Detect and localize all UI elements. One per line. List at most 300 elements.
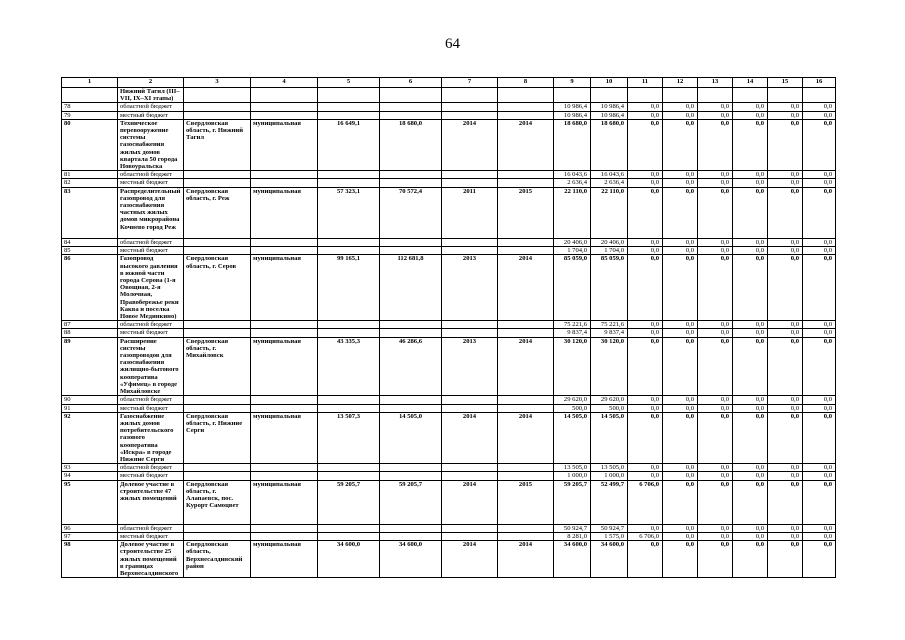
table-cell: 18 680,0 (380, 119, 442, 170)
table-cell: 89 (62, 337, 118, 396)
table-row-budget (62, 179, 836, 187)
table-cell: 2 636,4 (554, 179, 591, 187)
table-cell: 20 406,0 (591, 239, 628, 247)
table-cell: 2 636,4 (591, 179, 628, 187)
table-cell: 2013 (442, 337, 498, 396)
table-cell: 6 706,0 (628, 532, 663, 540)
table-cell (318, 329, 380, 337)
table-cell: 98 (62, 541, 118, 578)
table-cell: областной бюджет (118, 239, 184, 247)
table-cell: 79 (62, 111, 118, 119)
table-cell: 0,0 (628, 329, 663, 337)
table-cell (442, 532, 498, 540)
table-cell (380, 321, 442, 329)
table-cell (498, 321, 554, 329)
table-cell: 2014 (498, 541, 554, 578)
table-cell (318, 524, 380, 532)
table-cell (442, 524, 498, 532)
table-cell: 85 (62, 247, 118, 255)
table-cell (251, 396, 318, 404)
table-cell: 0,0 (733, 239, 768, 247)
table-cell: 0,0 (768, 396, 803, 404)
table-cell: 0,0 (803, 524, 836, 532)
table-cell: 0,0 (803, 247, 836, 255)
table-cell: 96 (62, 524, 118, 532)
table-cell (628, 88, 663, 103)
table-cell: 81 (62, 171, 118, 179)
table-cell (251, 103, 318, 111)
table-cell (184, 321, 251, 329)
table-cell: 0,0 (628, 179, 663, 187)
table-cell: 0,0 (733, 464, 768, 472)
table-cell (442, 171, 498, 179)
table-cell: 0,0 (768, 247, 803, 255)
table-cell: 0,0 (663, 472, 698, 480)
table-cell: 2014 (442, 119, 498, 170)
table-cell: 88 (62, 329, 118, 337)
table-cell: 0,0 (628, 171, 663, 179)
table-cell (442, 321, 498, 329)
table-cell: 50 924,7 (591, 524, 628, 532)
table-row-budget (62, 321, 836, 329)
header-cell: 8 (498, 78, 554, 88)
table-cell: 0,0 (803, 171, 836, 179)
table-cell: 1 704,0 (591, 247, 628, 255)
header-row (62, 78, 836, 88)
table-cell: местный бюджет (118, 472, 184, 480)
table-cell: 0,0 (768, 255, 803, 321)
table-row-project (62, 119, 836, 170)
table-cell: областной бюджет (118, 464, 184, 472)
table-cell: 500,0 (591, 404, 628, 412)
table-row-project (62, 255, 836, 321)
header-cell: 13 (698, 78, 733, 88)
table-cell (442, 329, 498, 337)
table-cell: 9 837,4 (554, 329, 591, 337)
table-cell: 0,0 (733, 247, 768, 255)
table-cell: 0,0 (768, 532, 803, 540)
table-cell (498, 472, 554, 480)
table-cell: 87 (62, 321, 118, 329)
table-row-budget (62, 329, 836, 337)
table-cell: Газопровод высокого давления в южной части города Серова (1-я Овощная, 2-я Молочная, Правобережье реки Каква и поселка Новое Мединкино) (118, 255, 184, 321)
table-cell (380, 524, 442, 532)
table-cell (380, 239, 442, 247)
table-cell: 0,0 (733, 396, 768, 404)
table-cell: 22 110,0 (554, 187, 591, 238)
header-cell: 5 (318, 78, 380, 88)
table-cell: 0,0 (733, 321, 768, 329)
table-cell: 0,0 (803, 472, 836, 480)
table-cell: 86 (62, 255, 118, 321)
table-row-budget (62, 103, 836, 111)
table-cell: 0,0 (698, 239, 733, 247)
table-cell: 0,0 (628, 412, 663, 463)
table-cell: 0,0 (803, 255, 836, 321)
table-cell: 92 (62, 412, 118, 463)
table-cell (318, 321, 380, 329)
table-cell: 0,0 (628, 103, 663, 111)
table-cell (442, 404, 498, 412)
table-cell (251, 464, 318, 472)
table-cell (184, 179, 251, 187)
table-cell: 0,0 (733, 412, 768, 463)
table-row-project (62, 412, 836, 463)
table-cell: 0,0 (733, 524, 768, 532)
table-row-budget (62, 111, 836, 119)
table-cell: 0,0 (733, 480, 768, 524)
table-cell: Долевое участие в строительстве 25 жилых помещений в границах Верхнесалдинского (118, 541, 184, 578)
table-cell: 16 043,6 (591, 171, 628, 179)
table-cell: 0,0 (733, 329, 768, 337)
table-cell: 0,0 (663, 480, 698, 524)
table-cell: 0,0 (698, 247, 733, 255)
table-cell: 22 110,0 (591, 187, 628, 238)
table-cell: 0,0 (698, 103, 733, 111)
table-cell: 29 620,0 (591, 396, 628, 404)
table-cell: 0,0 (803, 187, 836, 238)
table-cell: 2014 (442, 480, 498, 524)
table-cell: 0,0 (803, 480, 836, 524)
table-cell (318, 247, 380, 255)
table-cell (380, 532, 442, 540)
table-cell: 0,0 (768, 337, 803, 396)
table-cell: 0,0 (663, 111, 698, 119)
table-cell (318, 179, 380, 187)
table-cell: 85 059,0 (554, 255, 591, 321)
table-cell: местный бюджет (118, 532, 184, 540)
table-cell: 0,0 (698, 187, 733, 238)
table-cell (698, 88, 733, 103)
table-cell (184, 532, 251, 540)
table-cell (380, 329, 442, 337)
table-cell: 8 281,0 (554, 532, 591, 540)
table-cell: 18 680,0 (554, 119, 591, 170)
table-cell: 0,0 (663, 412, 698, 463)
table-cell: 94 (62, 472, 118, 480)
table-cell: муниципальная (251, 187, 318, 238)
table-cell: 0,0 (768, 464, 803, 472)
table-cell: 0,0 (803, 337, 836, 396)
table-cell: 13 505,0 (591, 464, 628, 472)
table-cell (380, 464, 442, 472)
header-cell: 1 (62, 78, 118, 88)
table-row-project (62, 541, 836, 578)
table-cell: областной бюджет (118, 171, 184, 179)
table-cell: областной бюджет (118, 396, 184, 404)
table-cell: 0,0 (663, 103, 698, 111)
table-cell: 1 000,0 (591, 472, 628, 480)
table-cell (442, 179, 498, 187)
table-cell: 0,0 (733, 103, 768, 111)
table-cell: 0,0 (733, 255, 768, 321)
table-cell: 0,0 (803, 103, 836, 111)
table-cell (251, 321, 318, 329)
table-cell: местный бюджет (118, 329, 184, 337)
table-cell: 0,0 (628, 247, 663, 255)
table-cell (318, 171, 380, 179)
table-cell (498, 103, 554, 111)
table-cell: 59 205,7 (554, 480, 591, 524)
table-cell: 0,0 (663, 187, 698, 238)
table-cell (442, 472, 498, 480)
table-cell (498, 329, 554, 337)
table-cell: 0,0 (803, 179, 836, 187)
table-cell: 46 286,6 (380, 337, 442, 396)
table-cell: 0,0 (663, 464, 698, 472)
table-cell: 0,0 (628, 187, 663, 238)
table-cell: 0,0 (768, 111, 803, 119)
table-cell: 93 (62, 464, 118, 472)
table-row-budget (62, 247, 836, 255)
table-cell: 0,0 (663, 396, 698, 404)
table-cell: 0,0 (698, 472, 733, 480)
table-cell (184, 171, 251, 179)
table-cell (318, 103, 380, 111)
table-cell (251, 247, 318, 255)
table-cell (251, 472, 318, 480)
table-cell (184, 88, 251, 103)
table-cell: 2014 (498, 337, 554, 396)
table-cell (442, 396, 498, 404)
header-cell: 9 (554, 78, 591, 88)
table-cell: 10 986,4 (554, 103, 591, 111)
header-cell: 7 (442, 78, 498, 88)
table-cell: 0,0 (803, 239, 836, 247)
table-cell: Свердловская область, г. Серов (184, 255, 251, 321)
table-cell: 1 704,0 (554, 247, 591, 255)
table-cell (498, 239, 554, 247)
table-cell: 2014 (498, 255, 554, 321)
table-cell: 0,0 (698, 321, 733, 329)
table-cell: муниципальная (251, 480, 318, 524)
header-cell: 11 (628, 78, 663, 88)
table-cell: 78 (62, 103, 118, 111)
table-cell (442, 88, 498, 103)
table-cell: 2015 (498, 187, 554, 238)
table-cell: 18 680,0 (591, 119, 628, 170)
table-cell: 34 600,0 (591, 541, 628, 578)
table-cell: 0,0 (663, 171, 698, 179)
table-cell: 0,0 (803, 329, 836, 337)
table-cell: 75 221,6 (591, 321, 628, 329)
table-cell: 20 406,0 (554, 239, 591, 247)
table-cell (380, 111, 442, 119)
table-cell: 2013 (442, 255, 498, 321)
header-cell: 6 (380, 78, 442, 88)
table-cell: 10 986,4 (591, 103, 628, 111)
table-cell: областной бюджет (118, 321, 184, 329)
table-cell: 0,0 (733, 541, 768, 578)
header-cell: 2 (118, 78, 184, 88)
table-cell: 1 575,0 (591, 532, 628, 540)
table-cell: 0,0 (628, 404, 663, 412)
table-cell: Распределительный газопровод для газоснабжения частных жилых домов микрорайона Кочнево город Реж (118, 187, 184, 238)
table-cell (554, 88, 591, 103)
table-cell: 0,0 (733, 171, 768, 179)
table-cell: 0,0 (733, 111, 768, 119)
table-cell: 34 600,0 (380, 541, 442, 578)
table-cell: 0,0 (768, 329, 803, 337)
table-cell: 52 499,7 (591, 480, 628, 524)
table-cell: 2011 (442, 187, 498, 238)
table-cell (318, 472, 380, 480)
table-cell: 16 649,1 (318, 119, 380, 170)
table-cell (251, 171, 318, 179)
table-cell: 0,0 (698, 179, 733, 187)
table-cell: 91 (62, 404, 118, 412)
header-cell: 14 (733, 78, 768, 88)
table-cell: муниципальная (251, 412, 318, 463)
budget-table (61, 77, 836, 578)
table-cell: 13 507,3 (318, 412, 380, 463)
table-cell (318, 88, 380, 103)
table-row-budget (62, 396, 836, 404)
table-cell (184, 329, 251, 337)
table-cell (184, 239, 251, 247)
table-cell: 0,0 (768, 239, 803, 247)
table-cell: 83 (62, 187, 118, 238)
table-cell: 0,0 (768, 179, 803, 187)
table-cell: 0,0 (733, 179, 768, 187)
table-cell (318, 239, 380, 247)
table-cell (498, 524, 554, 532)
table-cell: Техническое перевооружение системы газоснабжения жилых домов квартала 50 города Новоуральска (118, 119, 184, 170)
table-cell: 0,0 (698, 464, 733, 472)
table-cell: 99 165,1 (318, 255, 380, 321)
table-cell: областной бюджет (118, 524, 184, 532)
table-cell: 0,0 (698, 119, 733, 170)
table-cell: 57 323,1 (318, 187, 380, 238)
table-cell: 0,0 (733, 472, 768, 480)
table-cell (380, 247, 442, 255)
table-cell: 0,0 (663, 532, 698, 540)
table-cell: 0,0 (803, 541, 836, 578)
table-cell: 14 505,0 (380, 412, 442, 463)
table-cell: 0,0 (628, 239, 663, 247)
table-cell (498, 464, 554, 472)
table-cell: 80 (62, 119, 118, 170)
table-cell: 0,0 (733, 187, 768, 238)
table-cell: 0,0 (733, 404, 768, 412)
header-cell: 12 (663, 78, 698, 88)
table-cell: 0,0 (768, 119, 803, 170)
table-cell: Нижний Тагил (III–VII, IX–XI этапы) (118, 88, 184, 103)
table-cell (184, 464, 251, 472)
table-cell (62, 88, 118, 103)
table-cell (251, 329, 318, 337)
table-cell: Свердловская область, г. Нижние Серги (184, 412, 251, 463)
table-cell: 30 120,0 (591, 337, 628, 396)
table-cell (380, 472, 442, 480)
table-row-budget (62, 524, 836, 532)
table-cell: 34 600,0 (318, 541, 380, 578)
table-row-budget (62, 532, 836, 540)
table-cell: 0,0 (803, 111, 836, 119)
table-cell: 0,0 (698, 171, 733, 179)
table-cell (251, 111, 318, 119)
table-cell: Свердловская область, г. Алапаевск, пос. Курорт Самоцвет (184, 480, 251, 524)
table-cell: 43 335,3 (318, 337, 380, 396)
table-cell (251, 404, 318, 412)
table-cell: 0,0 (698, 480, 733, 524)
table-cell (498, 396, 554, 404)
table-row-budget (62, 472, 836, 480)
table-cell: 0,0 (628, 464, 663, 472)
table-cell: 90 (62, 396, 118, 404)
table-cell (251, 532, 318, 540)
table-cell: 0,0 (768, 524, 803, 532)
table-cell: 0,0 (803, 119, 836, 170)
table-cell: 0,0 (663, 541, 698, 578)
table-cell: 13 505,0 (554, 464, 591, 472)
table-cell: муниципальная (251, 337, 318, 396)
table-cell (380, 404, 442, 412)
table-cell: 59 205,7 (318, 480, 380, 524)
table-cell: 0,0 (628, 119, 663, 170)
table-cell (442, 111, 498, 119)
table-cell: местный бюджет (118, 111, 184, 119)
table-cell: 9 837,4 (591, 329, 628, 337)
table-cell (442, 239, 498, 247)
table-row-budget (62, 239, 836, 247)
table-cell: 0,0 (663, 119, 698, 170)
table-row-project (62, 187, 836, 238)
table-cell (498, 179, 554, 187)
table-cell: местный бюджет (118, 247, 184, 255)
table-cell: Расширение системы газопроводов для газоснабжения жилищно-бытового кооператива «Уфимец» в городе Михайловске (118, 337, 184, 396)
table-cell: 50 924,7 (554, 524, 591, 532)
table-cell: областной бюджет (118, 103, 184, 111)
table-cell: 70 572,4 (380, 187, 442, 238)
table-cell: 0,0 (663, 179, 698, 187)
table-cell: 0,0 (698, 404, 733, 412)
table-cell: 14 505,0 (554, 412, 591, 463)
table-cell: 0,0 (803, 404, 836, 412)
table-cell: Долевое участие в строительстве 47 жилых помещений (118, 480, 184, 524)
header-cell: 10 (591, 78, 628, 88)
table-cell: местный бюджет (118, 404, 184, 412)
page-number: 64 (445, 36, 460, 52)
table-cell (803, 88, 836, 103)
table-cell (318, 396, 380, 404)
table-cell (380, 396, 442, 404)
table-cell: 29 620,0 (554, 396, 591, 404)
table-cell: 2014 (442, 412, 498, 463)
table-cell: 59 205,7 (380, 480, 442, 524)
table-cell: муниципальная (251, 255, 318, 321)
table-cell: 1 000,0 (554, 472, 591, 480)
table-cell (318, 532, 380, 540)
table-cell: 0,0 (803, 396, 836, 404)
table-cell: 97 (62, 532, 118, 540)
table-cell (498, 532, 554, 540)
table-row-budget (62, 171, 836, 179)
table-cell: 0,0 (663, 329, 698, 337)
table-cell: 0,0 (768, 321, 803, 329)
table-cell: 95 (62, 480, 118, 524)
table-cell: 0,0 (698, 337, 733, 396)
header-cell: 15 (768, 78, 803, 88)
table-cell (251, 179, 318, 187)
header-cell: 3 (184, 78, 251, 88)
table-cell: 0,0 (698, 396, 733, 404)
table-cell: 0,0 (698, 255, 733, 321)
table-cell (498, 88, 554, 103)
table-cell: 2015 (498, 480, 554, 524)
table-cell: местный бюджет (118, 179, 184, 187)
table-cell (251, 524, 318, 532)
